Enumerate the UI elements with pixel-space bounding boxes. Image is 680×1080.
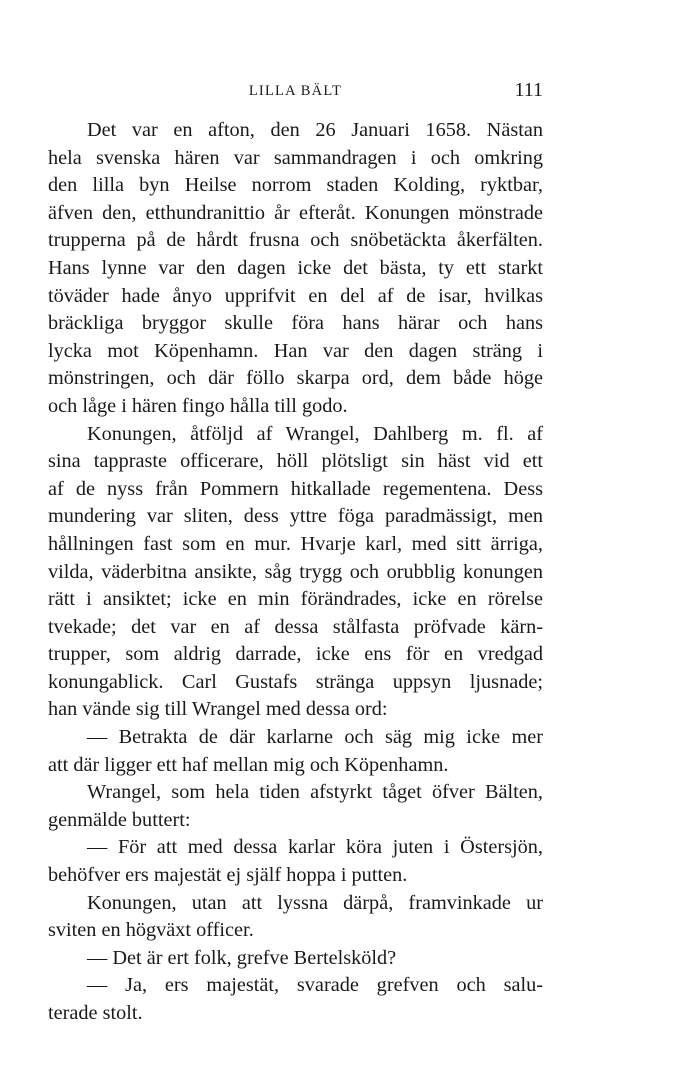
- page-header: [48, 79, 543, 107]
- text-line: Wrangel, som hela tiden afstyrkt tåget öfver Bälten,: [87, 781, 543, 804]
- text-line: Konungen, utan att lyssna därpå, framvinkade ur: [87, 891, 543, 914]
- text-line: bräckliga bryggor skulle föra hans härar och hans: [48, 312, 543, 335]
- text-line: rätt i ansiktet; icke en min förändrades, icke en rörelse: [48, 588, 543, 611]
- text-line: — Ja, ers majestät, svarade grefven och salu-: [87, 974, 543, 997]
- text-line: mundering var sliten, dess yttre föga paradmässigt, men: [48, 505, 543, 528]
- text-line: töväder hade ånyo upprifvit en del af de isar, hvilkas: [48, 284, 543, 307]
- text-line: trupperna på de hårdt frusna och snöbetäckta åkerfälten.: [48, 229, 543, 252]
- text-line: Konungen, åtföljd af Wrangel, Dahlberg m. fl. af: [87, 422, 543, 445]
- body-text: [48, 117, 543, 1028]
- text-line: behöfver ers majestät ej själf hoppa i putten.: [48, 864, 408, 887]
- text-line: lycka mot Köpenhamn. Han var den dagen sträng i: [48, 339, 543, 362]
- text-line: mönstringen, och där föllo skarpa ord, dem både höge: [48, 367, 543, 390]
- text-line: — Det är ert folk, grefve Bertelsköld?: [87, 946, 397, 969]
- text-line: konungablick. Carl Gustafs stränga uppsyn ljusnade;: [48, 670, 543, 693]
- text-line: Hans lynne var den dagen icke det bästa, ty ett starkt: [48, 256, 543, 279]
- text-line: sviten en högväxt officer.: [48, 919, 254, 942]
- text-line: terade stolt.: [48, 1002, 143, 1024]
- text-line: den lilla byn Heilse norrom staden Kolding, ryktbar,: [48, 174, 543, 197]
- text-line: tvekade; det var en af dessa stålfasta pröfvade kärn-: [48, 615, 543, 638]
- text-line: trupper, som aldrig darrade, icke ens för en vredgad: [48, 643, 543, 666]
- page-number: 111: [514, 79, 543, 101]
- text-line: och låge i hären fingo hålla till godo.: [48, 394, 348, 417]
- running-title: LILLA BÄLT: [248, 83, 343, 99]
- text-line: äfven den, etthundranittio år efteråt. Konungen mönstrade: [48, 201, 543, 224]
- text-line: att där ligger ett haf mellan mig och Köpenhamn.: [48, 753, 449, 776]
- text-line: genmälde buttert:: [48, 808, 191, 831]
- text-line: hela svenska hären var sammandragen i och omkring: [48, 146, 543, 169]
- text-line: hållningen fast som en mur. Hvarje karl, med sitt ärriga,: [48, 532, 543, 555]
- text-line: af de nyss från Pommern hitkallade regementena. Dess: [48, 477, 543, 500]
- text-line: vilda, väderbitna ansikte, såg trygg och orubblig konungen: [48, 560, 543, 583]
- text-line: Det var en afton, den 26 Januari 1658. Nästan: [87, 119, 543, 141]
- text-line: — Betrakta de där karlarne och säg mig icke mer: [87, 726, 543, 749]
- text-line: sina tappraste officerare, höll plötsligt sin häst vid ett: [48, 450, 543, 473]
- text-line: han vände sig till Wrangel med dessa ord:: [48, 698, 388, 721]
- text-line: — För att med dessa karlar köra juten i Östersjön,: [87, 836, 543, 859]
